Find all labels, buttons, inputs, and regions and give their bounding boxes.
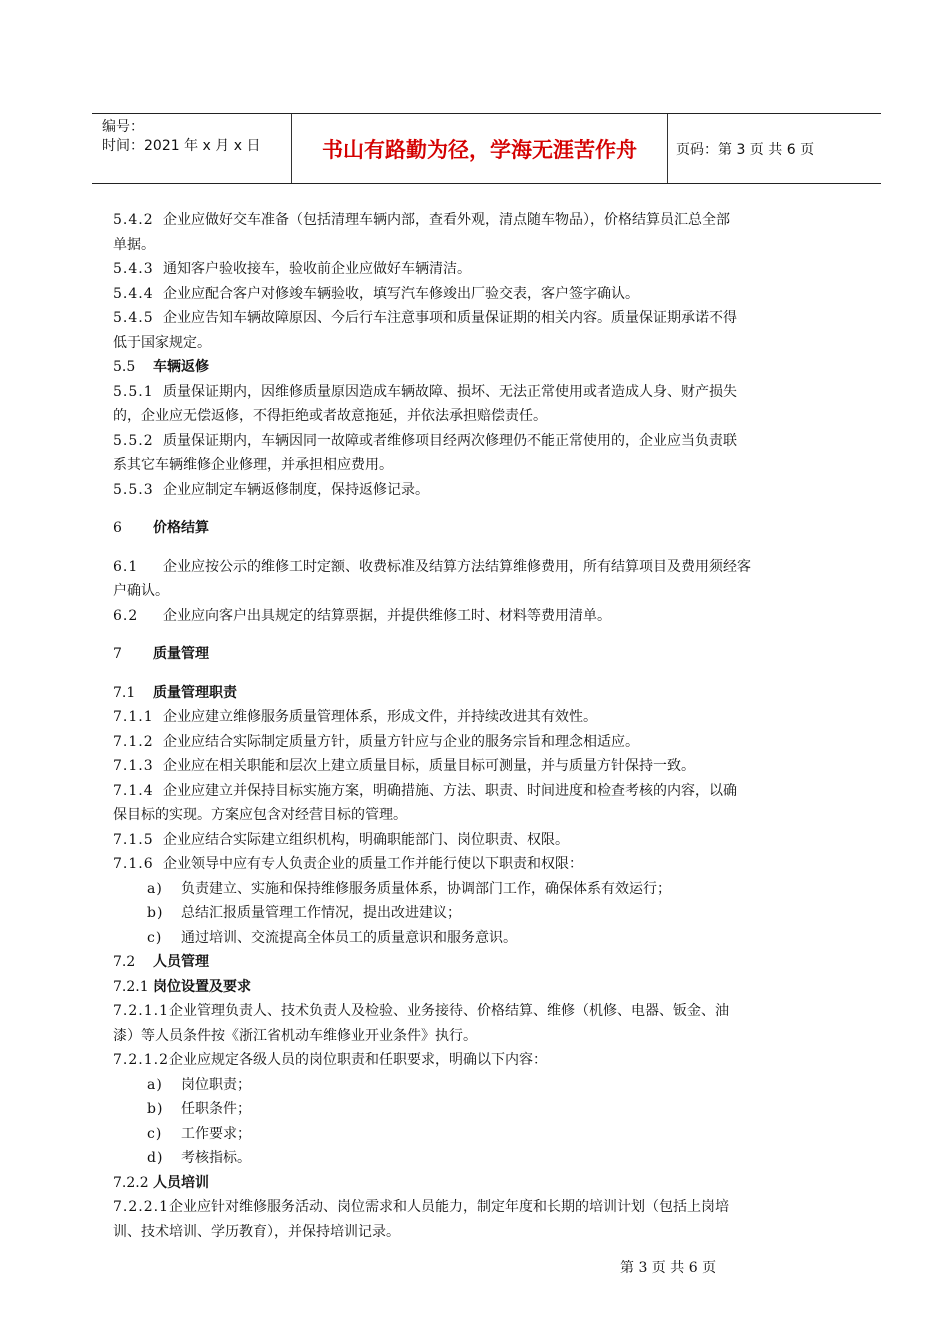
header-meta — [102, 118, 260, 156]
clause-text: 企业管理负责人、技术负责人及检验、业务接待、价格结算、维修（机修、电器、钣金、油 — [168, 1003, 729, 1019]
clause-number: 7.2.1.2 — [113, 1052, 169, 1068]
clause-text: 通知客户验收接车，验收前企业应做好车辆清洁。 — [163, 261, 471, 277]
paragraph-line — [113, 555, 861, 580]
clause-text: 岗位设置及要求 — [153, 978, 251, 995]
paragraph-line — [113, 730, 861, 755]
paragraph-line — [113, 1024, 861, 1049]
paragraph-line — [113, 478, 861, 503]
paragraph-line — [113, 233, 861, 258]
clause-number: 7.1.4 — [113, 782, 154, 799]
clause-text: 训、技术培训、学历教育），并保持培训记录。 — [113, 1223, 400, 1240]
clause-text: 质量保证期内，车辆因同一故障或者维修项目经两次修理仍不能正常使用的，企业应当负责联 — [163, 432, 737, 449]
paragraph-line — [113, 852, 861, 877]
clause-number: 5.5 — [113, 359, 136, 375]
section-heading — [113, 950, 861, 975]
clause-number: 7.1.1 — [113, 709, 154, 725]
list-item — [113, 1073, 861, 1098]
clause-number: 7.2 — [113, 954, 136, 970]
clause-text: 的，企业应无偿返修，不得拒绝或者故意拖延，并依法承担赔偿责任。 — [113, 408, 547, 424]
paragraph-gap — [113, 667, 861, 681]
clause-text: 人员管理 — [153, 954, 209, 970]
paragraph-line — [113, 404, 861, 429]
paragraph-line — [113, 380, 861, 405]
time-label: 时间：2021 年 x 月 x 日 — [102, 138, 261, 154]
clause-text: 企业应在相关职能和层次上建立质量目标，质量目标可测量，并与质量方针保持一致。 — [163, 758, 695, 774]
list-item — [113, 877, 861, 902]
clause-number: 7.1 — [113, 684, 136, 701]
paragraph-line — [113, 828, 861, 853]
clause-number: 5.5.1 — [113, 383, 154, 400]
clause-text: 质量管理职责 — [153, 684, 237, 701]
clause-number: 7.2.1 — [113, 978, 149, 995]
clause-text: 企业应按公示的维修工时定额、收费标准及结算方法结算维修费用，所有结算项目及费用须经客 — [163, 558, 751, 575]
clause-number: a) — [147, 1076, 163, 1093]
clause-text: 保目标的实现。方案应包含对经营目标的管理。 — [113, 807, 407, 823]
clause-text: 考核指标。 — [181, 1150, 251, 1166]
clause-text: 企业应向客户出具规定的结算票据，并提供维修工时、材料等费用清单。 — [163, 607, 611, 624]
clause-number: 5.4.2 — [113, 212, 154, 228]
clause-number: 7.1.2 — [113, 733, 154, 750]
document-body — [113, 208, 861, 1244]
paragraph-line — [113, 282, 861, 307]
clause-text: 总结汇报质量管理工作情况，提出改进建议； — [181, 905, 461, 921]
clause-number: 5.4.5 — [113, 310, 154, 326]
clause-number: 7.1.6 — [113, 856, 154, 872]
clause-number: 5.4.3 — [113, 261, 154, 277]
clause-text: 价格结算 — [153, 520, 209, 536]
paragraph-line — [113, 453, 861, 478]
paragraph-line — [113, 604, 861, 629]
paragraph-line — [113, 754, 861, 779]
clause-text: 通过培训、交流提高全体员工的质量意识和服务意识。 — [181, 929, 517, 946]
clause-text: 企业应制定车辆返修制度，保持返修记录。 — [163, 481, 429, 498]
clause-text: 企业应结合实际制定质量方针，质量方针应与企业的服务宗旨和理念相适应。 — [163, 733, 639, 750]
header-motto: 书山有路勤为径，学海无涯苦作舟 — [322, 138, 637, 162]
clause-number: c) — [147, 1125, 163, 1142]
page-footer: 第 3 页 共 6 页 — [620, 1260, 717, 1276]
section-heading — [113, 975, 861, 1000]
clause-text: 企业应告知车辆故障原因、今后行车注意事项和质量保证期的相关内容。质量保证期承诺不得 — [163, 310, 737, 326]
clause-number: 5.5.3 — [113, 481, 154, 498]
clause-number: 7.1.3 — [113, 758, 154, 774]
clause-number: 7.2.1.1 — [113, 1003, 169, 1019]
clause-text: 车辆返修 — [153, 359, 209, 375]
paragraph-line — [113, 257, 861, 282]
clause-text: 户确认。 — [113, 583, 169, 599]
clause-number: c) — [147, 929, 163, 946]
paragraph-line — [113, 306, 861, 331]
clause-text: 工作要求； — [181, 1125, 251, 1142]
paragraph-gap — [113, 502, 861, 516]
clause-number: 7.2.2 — [113, 1174, 149, 1191]
clause-text: 人员培训 — [153, 1174, 209, 1191]
header-divider-right — [667, 114, 668, 183]
list-item — [113, 1146, 861, 1171]
clause-text: 企业应建立维修服务质量管理体系，形成文件，并持续改进其有效性。 — [163, 709, 597, 725]
clause-text: 企业领导中应有专人负责企业的质量工作并能行使以下职责和权限： — [163, 856, 583, 872]
section-heading — [113, 1171, 861, 1196]
paragraph-line — [113, 1220, 861, 1245]
clause-number: d) — [147, 1150, 164, 1166]
clause-text: 企业应规定各级人员的岗位职责和任职要求，明确以下内容： — [168, 1052, 547, 1068]
list-item — [113, 1097, 861, 1122]
page-header — [92, 113, 881, 184]
list-item — [113, 1122, 861, 1147]
paragraph-line — [113, 429, 861, 454]
clause-text: 漆）等人员条件按《浙江省机动车维修业开业条件》执行。 — [113, 1027, 477, 1044]
paragraph-line — [113, 1195, 861, 1220]
paragraph-line — [113, 803, 861, 828]
clause-text: 任职条件； — [181, 1101, 251, 1117]
clause-text: 岗位职责； — [181, 1076, 251, 1093]
paragraph-line — [113, 331, 861, 356]
clause-number: 5.5.2 — [113, 432, 154, 449]
clause-text: 单据。 — [113, 236, 155, 253]
paragraph-line — [113, 779, 861, 804]
clause-text: 质量保证期内，因维修质量原因造成车辆故障、损坏、无法正常使用或者造成人身、财产损失 — [163, 383, 737, 400]
clause-text: 企业应做好交车准备（包括清理车辆内部，查看外观，清点随车物品），价格结算员汇总全部 — [163, 212, 730, 228]
section-heading — [113, 642, 861, 667]
clause-number: 6.2 — [113, 607, 139, 624]
clause-number: a) — [147, 880, 163, 897]
code-label: 编号： — [102, 119, 144, 135]
list-item — [113, 926, 861, 951]
clause-text: 质量管理 — [153, 646, 209, 662]
clause-text: 低于国家规定。 — [113, 334, 211, 351]
clause-number: 7 — [113, 646, 122, 662]
paragraph-line — [113, 579, 861, 604]
clause-text: 企业应针对维修服务活动、岗位需求和人员能力，制定年度和长期的培训计划（包括上岗培 — [168, 1199, 729, 1215]
paragraph-line — [113, 1048, 861, 1073]
clause-number: 5.4.4 — [113, 285, 154, 302]
paragraph-line — [113, 705, 861, 730]
clause-text: 企业应结合实际建立组织机构，明确职能部门、岗位职责、权限。 — [163, 831, 569, 848]
section-heading — [113, 355, 861, 380]
section-heading — [113, 681, 861, 706]
clause-text: 企业应建立并保持目标实施方案，明确措施、方法、职责、时间进度和检查考核的内容，以确 — [163, 782, 737, 799]
clause-text: 负责建立、实施和保持维修服务质量体系，协调部门工作，确保体系有效运行； — [181, 880, 671, 897]
clause-number: 7.2.2.1 — [113, 1199, 169, 1215]
paragraph-gap — [113, 628, 861, 642]
clause-text: 系其它车辆维修企业修理，并承担相应费用。 — [113, 457, 393, 473]
clause-number: 7.1.5 — [113, 831, 154, 848]
clause-number: 6 — [113, 520, 122, 536]
list-item — [113, 901, 861, 926]
paragraph-gap — [113, 541, 861, 555]
section-heading — [113, 516, 861, 541]
clause-text: 企业应配合客户对修竣车辆验收，填写汽车修竣出厂验交表，客户签字确认。 — [163, 285, 639, 302]
paragraph-line — [113, 999, 861, 1024]
header-page-number: 页码：第 3 页 共 6 页 — [676, 142, 815, 158]
paragraph-line — [113, 208, 861, 233]
clause-number: b) — [147, 905, 164, 921]
clause-number: b) — [147, 1101, 164, 1117]
clause-number: 6.1 — [113, 558, 139, 575]
